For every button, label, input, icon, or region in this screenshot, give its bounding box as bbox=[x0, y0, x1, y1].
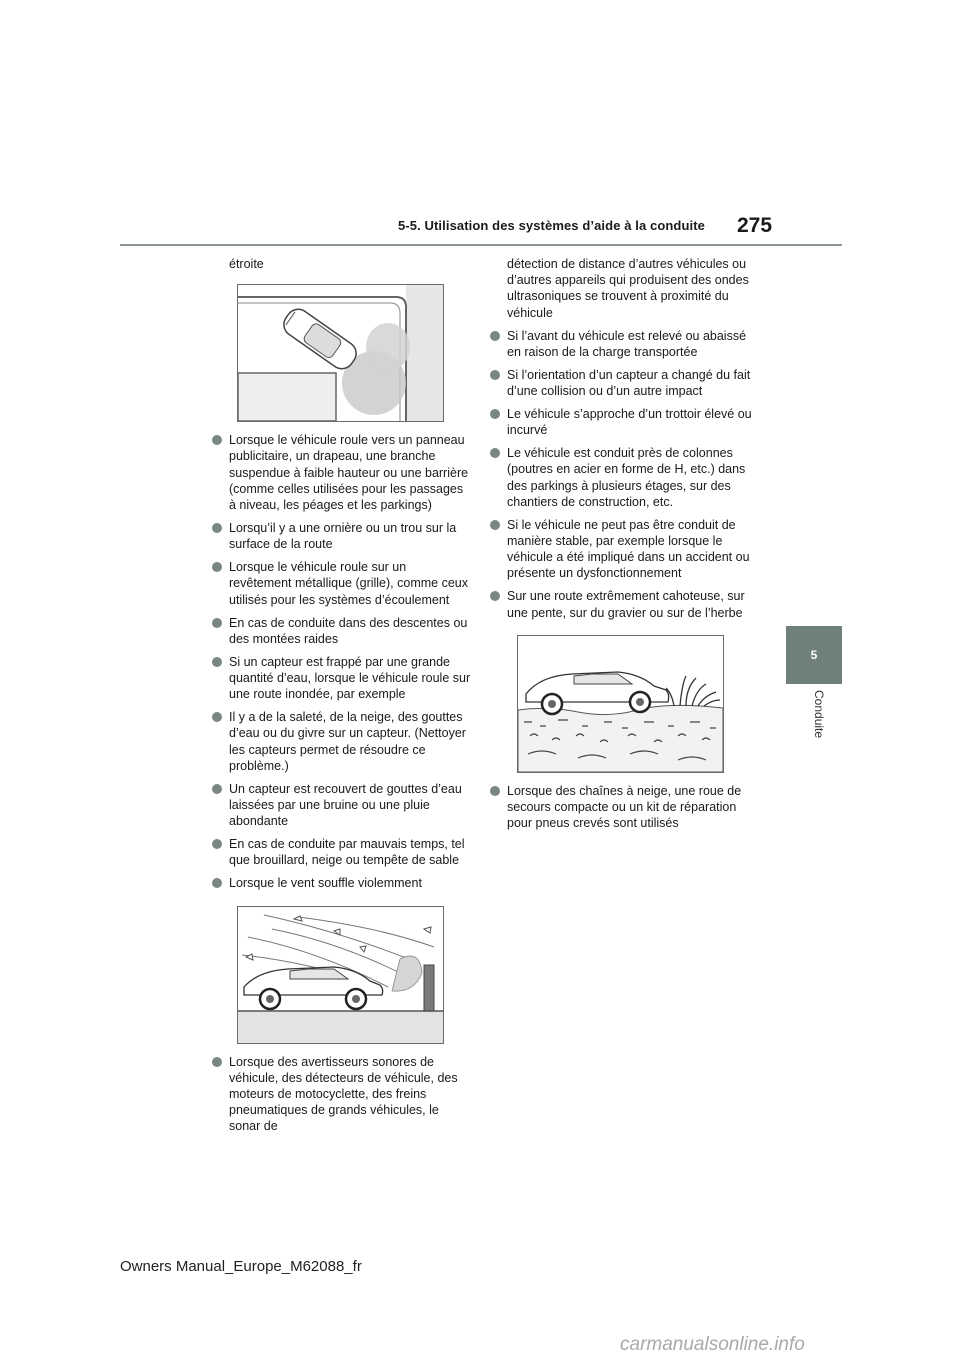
bullet-item: Si un capteur est frappé par une grande quantité d’eau, lorsque le véhicule roule sur une route inondée, par exemple bbox=[212, 654, 472, 703]
bullet-item: Un capteur est recouvert de gouttes d’eau laissées par une bruine ou une pluie abondante bbox=[212, 781, 472, 830]
bullet-item: Si le véhicule ne peut pas être conduit de manière stable, par exemple lorsque le véhicule a été impliqué dans un accident ou présente un dysfonctionnement bbox=[490, 517, 752, 582]
figure-narrow-corner bbox=[237, 284, 444, 422]
figure-rough-road bbox=[517, 635, 724, 773]
chapter-tab[interactable] bbox=[786, 626, 842, 684]
bullet-item: Lorsque des chaînes à neige, une roue de secours compacte ou un kit de réparation pour pneus crevés sont utilisés bbox=[490, 783, 752, 832]
bullet-item: Sur une route extrêmement cahoteuse, sur une pente, sur du gravier ou sur de l’herbe bbox=[490, 588, 752, 620]
bullet-item: Si l’avant du véhicule est relevé ou abaissé en raison de la charge transportée bbox=[490, 328, 752, 360]
bullet-item: En cas de conduite par mauvais temps, tel que brouillard, neige ou tempête de sable bbox=[212, 836, 472, 868]
narrow-corner-illustration bbox=[238, 285, 443, 421]
footer-doc-id: Owners Manual_Europe_M62088_fr bbox=[120, 1258, 362, 1275]
header-rule bbox=[120, 244, 842, 246]
chapter-label: Conduite bbox=[812, 690, 826, 739]
figure-strong-wind bbox=[237, 906, 444, 1044]
bullet-item: Lorsque des avertisseurs sonores de véhicule, des détecteurs de véhicule, des moteurs de motocyclette, des freins pneumatiques de grands véhicules, le sonar de bbox=[212, 1054, 472, 1135]
strong-wind-illustration bbox=[238, 907, 443, 1043]
rough-road-illustration bbox=[518, 636, 723, 772]
bullet-item: Lorsqu’il y a une ornière ou un trou sur la surface de la route bbox=[212, 520, 472, 552]
page-number: 275 bbox=[737, 214, 773, 237]
right-intro: détection de distance d’autres véhicules ou d’autres appareils qui produisent des ondes ultrasoniques se trouvent à proximité du véhicule bbox=[507, 257, 749, 320]
right-column bbox=[490, 256, 752, 838]
bullet-item: Lorsque le vent souffle violemment bbox=[212, 875, 472, 891]
bullet-item: Le véhicule s’approche d’un trottoir élevé ou incurvé bbox=[490, 406, 752, 438]
bullet-item: Lorsque le véhicule roule vers un panneau publicitaire, un drapeau, une branche suspendue à faible hauteur ou une barrière (comme celles utilisées pour les passages à niveau, les péages et les parkings) bbox=[212, 432, 472, 513]
bullet-item: Lorsque le véhicule roule sur un revêtement métallique (grille), comme ceux utilisés pour les systèmes d’écoulement bbox=[212, 559, 472, 608]
left-intro: étroite bbox=[229, 257, 264, 271]
chapter-number: 5 bbox=[810, 648, 818, 662]
bullet-item: Si l’orientation d’un capteur a changé du fait d’une collision ou d’un autre impact bbox=[490, 367, 752, 399]
left-column bbox=[212, 256, 472, 1141]
bullet-item: Il y a de la saleté, de la neige, des gouttes d’eau ou du givre sur un capteur. (Nettoyer les capteurs permet de résoudre ce problème.) bbox=[212, 709, 472, 774]
bullet-item: Le véhicule est conduit près de colonnes (poutres en acier en forme de H, etc.) dans des parkings à plusieurs étages, sur des chantiers de construction, etc. bbox=[490, 445, 752, 510]
bullet-item: En cas de conduite dans des descentes ou des montées raides bbox=[212, 615, 472, 647]
watermark[interactable]: carmanualsonline.info bbox=[620, 1334, 805, 1355]
header-section-title: 5-5. Utilisation des systèmes d’aide à la conduite bbox=[398, 218, 705, 233]
